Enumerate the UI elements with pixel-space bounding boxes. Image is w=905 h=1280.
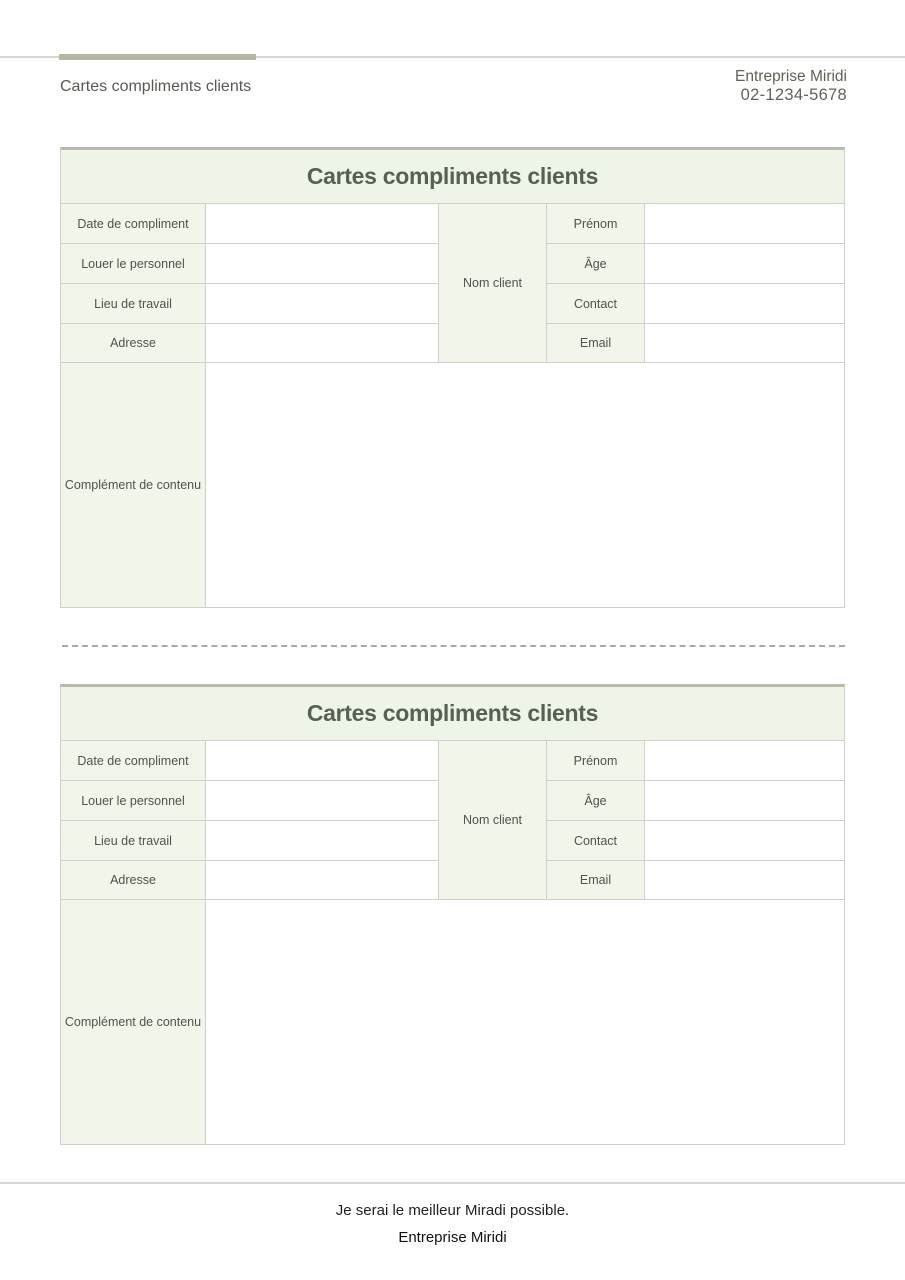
field-address[interactable] xyxy=(206,324,439,363)
field-date[interactable] xyxy=(206,741,439,781)
card-title: Cartes compliments clients xyxy=(61,687,844,741)
label-address: Adresse xyxy=(61,861,206,900)
label-date: Date de compliment xyxy=(61,741,206,781)
label-firstname: Prénom xyxy=(547,204,645,244)
top-accent-bar xyxy=(59,54,256,60)
field-content[interactable] xyxy=(206,900,844,1144)
label-contact: Contact xyxy=(547,284,645,324)
label-content: Complément de contenu xyxy=(61,900,206,1144)
field-staff[interactable] xyxy=(206,244,439,284)
content-row xyxy=(61,363,844,607)
document-title: Cartes compliments clients xyxy=(60,78,252,95)
label-date: Date de compliment xyxy=(61,204,206,244)
field-firstname[interactable] xyxy=(645,741,844,781)
label-content: Complément de contenu xyxy=(61,363,206,607)
field-contact[interactable] xyxy=(645,821,844,861)
field-content[interactable] xyxy=(206,363,844,607)
footer-company: Entreprise Miridi xyxy=(398,1229,507,1246)
label-staff: Louer le personnel xyxy=(61,781,206,821)
field-email[interactable] xyxy=(645,324,844,363)
card-fields-grid xyxy=(61,741,844,900)
card-fields-grid xyxy=(61,204,844,363)
field-date[interactable] xyxy=(206,204,439,244)
label-age: Âge xyxy=(547,781,645,821)
company-name: Entreprise Miridi xyxy=(735,68,847,85)
company-phone: 02-1234-5678 xyxy=(740,86,847,104)
compliment-card-1 xyxy=(60,147,845,608)
field-age[interactable] xyxy=(645,781,844,821)
compliment-card-2 xyxy=(60,684,845,1145)
field-address[interactable] xyxy=(206,861,439,900)
label-email: Email xyxy=(547,324,645,363)
field-age[interactable] xyxy=(645,244,844,284)
content-row xyxy=(61,900,844,1144)
label-workplace: Lieu de travail xyxy=(61,284,206,324)
field-staff[interactable] xyxy=(206,781,439,821)
field-workplace[interactable] xyxy=(206,284,439,324)
label-contact: Contact xyxy=(547,821,645,861)
label-client-name: Nom client xyxy=(439,741,547,900)
bottom-divider xyxy=(0,1182,905,1184)
dashed-cut-line xyxy=(62,645,845,647)
label-staff: Louer le personnel xyxy=(61,244,206,284)
label-client-name: Nom client xyxy=(439,204,547,363)
field-firstname[interactable] xyxy=(645,204,844,244)
label-workplace: Lieu de travail xyxy=(61,821,206,861)
footer-motto: Je serai le meilleur Miradi possible. xyxy=(335,1202,570,1219)
card-title: Cartes compliments clients xyxy=(61,150,844,204)
field-contact[interactable] xyxy=(645,284,844,324)
label-age: Âge xyxy=(547,244,645,284)
label-firstname: Prénom xyxy=(547,741,645,781)
company-info xyxy=(735,67,847,105)
field-email[interactable] xyxy=(645,861,844,900)
label-address: Adresse xyxy=(61,324,206,363)
label-email: Email xyxy=(547,861,645,900)
field-workplace[interactable] xyxy=(206,821,439,861)
